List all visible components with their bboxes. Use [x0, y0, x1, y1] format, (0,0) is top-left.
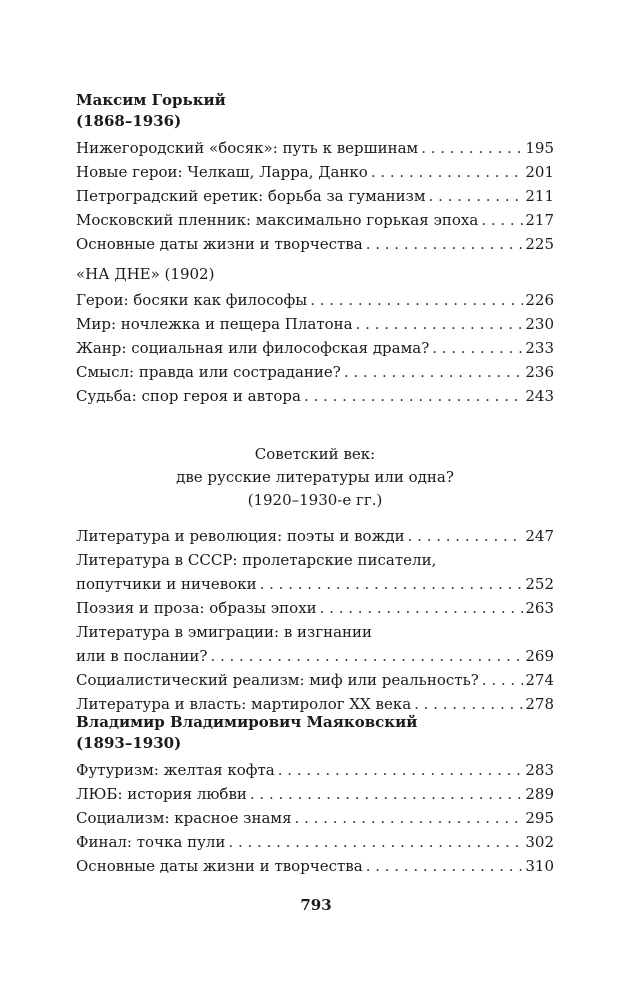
toc-entry-title: Социализм: красное знамя — [76, 809, 292, 827]
toc-entry-page: 278 — [525, 695, 554, 713]
toc-entry-title: Смысл: правда или сострадание? — [76, 363, 341, 381]
toc-entry-page: 269 — [525, 647, 554, 665]
toc-entry-page: 274 — [525, 671, 554, 689]
author-name: Владимир Владимирович Маяковский — [76, 713, 418, 731]
leader-dots — [210, 644, 523, 668]
toc-entry-title: Петроградский еретик: борьба за гуманизм — [76, 187, 426, 205]
toc-entry[interactable] — [76, 782, 554, 806]
toc-entry-page: 252 — [525, 575, 554, 593]
leader-dots — [304, 384, 523, 408]
toc-entry[interactable] — [76, 136, 554, 160]
toc-entry-title: Нижегородский «босяк»: путь к вершинам — [76, 139, 419, 157]
toc-entry[interactable] — [76, 596, 554, 620]
leader-dots — [371, 160, 524, 184]
toc-entry-page: 289 — [525, 785, 554, 803]
toc-entry-page: 225 — [525, 235, 554, 253]
toc-entry[interactable] — [76, 160, 554, 184]
toc-entry-page: 263 — [525, 599, 554, 617]
toc-entry-title: Социалистический реализм: миф или реальность? — [76, 671, 479, 689]
toc-entry[interactable] — [76, 312, 554, 336]
toc-entry[interactable] — [76, 668, 554, 692]
leader-dots — [356, 312, 524, 336]
author-years: (1868–1936) — [76, 112, 182, 130]
leader-dots — [260, 572, 524, 596]
toc-entry[interactable] — [76, 524, 554, 548]
leader-dots — [408, 524, 524, 548]
leader-dots — [278, 758, 524, 782]
toc-entry-title: Жанр: социальная или философская драма? — [76, 339, 430, 357]
toc-entry[interactable] — [76, 384, 554, 408]
toc-entry[interactable] — [76, 830, 554, 854]
toc-entry-page: 195 — [525, 139, 554, 157]
toc-entry-title: Футуризм: желтая кофта — [76, 761, 275, 779]
toc-entry-title-line2: попутчики и ничевоки — [76, 575, 257, 593]
toc-entry-title-line1: Литература в эмиграции: в изгнании — [76, 623, 373, 641]
toc-entry-title: Судьба: спор героя и автора — [76, 387, 301, 405]
leader-dots — [310, 288, 523, 312]
toc-entry-page: 233 — [525, 339, 554, 357]
leader-dots — [366, 232, 524, 256]
toc-entry-title: Московский пленник: максимально горькая эпоха — [76, 211, 479, 229]
leader-dots — [295, 806, 524, 830]
toc-entry-page: 283 — [525, 761, 554, 779]
toc-entry-title: ЛЮБ: история любви — [76, 785, 247, 803]
leader-dots — [482, 668, 524, 692]
toc-entry[interactable] — [76, 184, 554, 208]
toc-entry-title: Литература и революция: поэты и вожди — [76, 527, 405, 545]
leader-dots — [320, 596, 524, 620]
leader-dots — [366, 854, 524, 878]
author-name: Максим Горький — [76, 91, 226, 109]
toc-entry[interactable] — [76, 854, 554, 878]
toc-entry[interactable] — [76, 336, 554, 360]
toc-entry-page: 310 — [525, 857, 554, 875]
toc-entry-page: 295 — [525, 809, 554, 827]
toc-entry[interactable] — [76, 806, 554, 830]
toc-entry-title: Литература и власть: мартиролог XX века — [76, 695, 412, 713]
author-years: (1893–1930) — [76, 734, 182, 752]
part-heading-line: (1920–1930-е гг.) — [247, 491, 383, 509]
toc-entry-page: 226 — [525, 291, 554, 309]
toc-entry-title: Основные даты жизни и творчества — [76, 235, 363, 253]
leader-dots — [228, 830, 523, 854]
part-heading-line: Советский век: — [254, 445, 376, 463]
work-heading: «НА ДНЕ» (1902) — [76, 265, 215, 283]
toc-entry-title: Мир: ночлежка и пещера Платона — [76, 315, 353, 333]
toc-entry-page: 243 — [525, 387, 554, 405]
toc-entry[interactable] — [76, 572, 554, 596]
toc-entry-page: 211 — [525, 187, 554, 205]
page-number: 793 — [300, 896, 332, 914]
toc-entry[interactable] — [76, 644, 554, 668]
toc-entry-page: 217 — [525, 211, 554, 229]
toc-entry-page: 230 — [525, 315, 554, 333]
toc-entry-title: Поэзия и проза: образы эпохи — [76, 599, 317, 617]
part-heading-line: две русские литературы или одна? — [176, 468, 454, 486]
toc-entry-page: 236 — [525, 363, 554, 381]
section-mayakovsky — [76, 712, 554, 878]
toc-entry-title-line1: Литература в СССР: пролетарские писатели, — [76, 551, 437, 569]
toc-entry[interactable] — [76, 288, 554, 312]
toc-entry[interactable] — [76, 232, 554, 256]
toc-entry-page: 302 — [525, 833, 554, 851]
toc-entry-title: Новые герои: Челкаш, Ларра, Данко — [76, 163, 368, 181]
toc-entry-title: Финал: точка пули — [76, 833, 226, 851]
toc-entry[interactable] — [76, 208, 554, 232]
toc-entry[interactable] — [76, 360, 554, 384]
leader-dots — [481, 208, 523, 232]
section-na-dne — [76, 262, 554, 408]
leader-dots — [344, 360, 524, 384]
toc-entry-page: 247 — [525, 527, 554, 545]
section-gorky — [76, 90, 554, 256]
toc-entry-page: 201 — [525, 163, 554, 181]
toc-entry[interactable] — [76, 758, 554, 782]
leader-dots — [250, 782, 523, 806]
leader-dots — [429, 184, 524, 208]
toc-entry-title: Герои: босяки как философы — [76, 291, 308, 309]
toc-entry-title: Основные даты жизни и творчества — [76, 857, 363, 875]
section-soviet — [76, 443, 554, 716]
leader-dots — [432, 336, 523, 360]
toc-entry-title-line2: или в послании? — [76, 647, 208, 665]
leader-dots — [421, 136, 523, 160]
